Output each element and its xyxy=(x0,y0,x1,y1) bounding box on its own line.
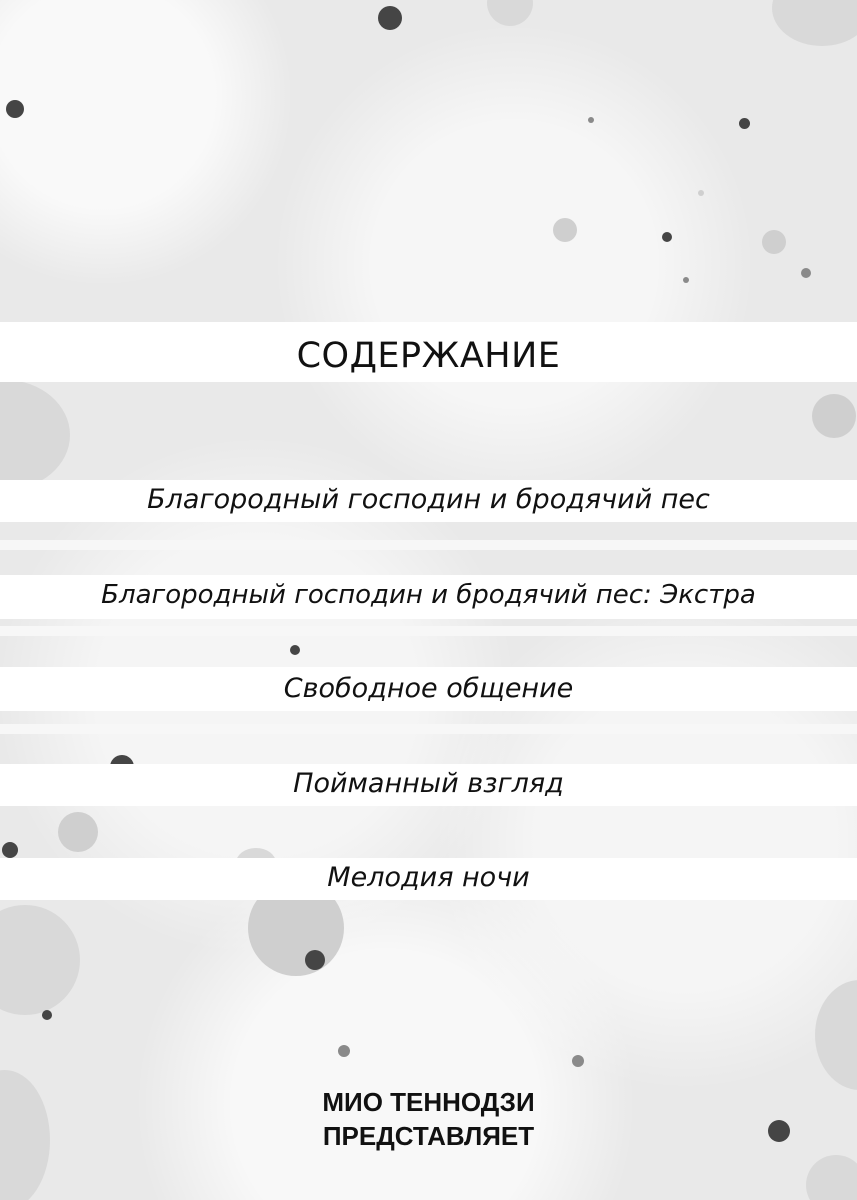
decorative-dot xyxy=(2,842,18,858)
author-name: МИО ТЕННОДЗИ xyxy=(322,1087,535,1117)
decorative-dot xyxy=(290,645,300,655)
band-stripe xyxy=(0,626,857,636)
decorative-dot xyxy=(739,118,750,129)
toc-entry: Мелодия ночи xyxy=(327,862,530,893)
decorative-dot xyxy=(801,268,811,278)
toc-entry: Благородный господин и бродячий пес xyxy=(147,484,710,515)
author-credit xyxy=(0,1085,857,1153)
toc-entry: Свободное общение xyxy=(283,673,574,704)
decorative-dot xyxy=(305,950,325,970)
presents-text: ПРЕДСТАВЛЯЕТ xyxy=(322,1121,535,1151)
decorative-dot xyxy=(762,230,786,254)
decorative-dot xyxy=(572,1055,584,1067)
decorative-dot xyxy=(662,232,672,242)
decorative-dot xyxy=(378,6,402,30)
decorative-dot xyxy=(42,1010,52,1020)
band-stripe xyxy=(0,724,857,734)
toc-entry: Пойманный взгляд xyxy=(293,768,564,799)
toc-entry: Благородный господин и бродячий пес: Экстра xyxy=(101,580,756,610)
decorative-dot xyxy=(683,277,689,283)
decorative-dot xyxy=(553,218,577,242)
decorative-dot xyxy=(812,394,856,438)
band-stripe xyxy=(0,540,857,550)
decorative-dot xyxy=(698,190,704,196)
decorative-dot xyxy=(58,812,98,852)
decorative-dot xyxy=(338,1045,350,1057)
decorative-dot xyxy=(6,100,24,118)
decorative-dot xyxy=(588,117,594,123)
contents-heading: СОДЕРЖАНИЕ xyxy=(296,336,561,376)
